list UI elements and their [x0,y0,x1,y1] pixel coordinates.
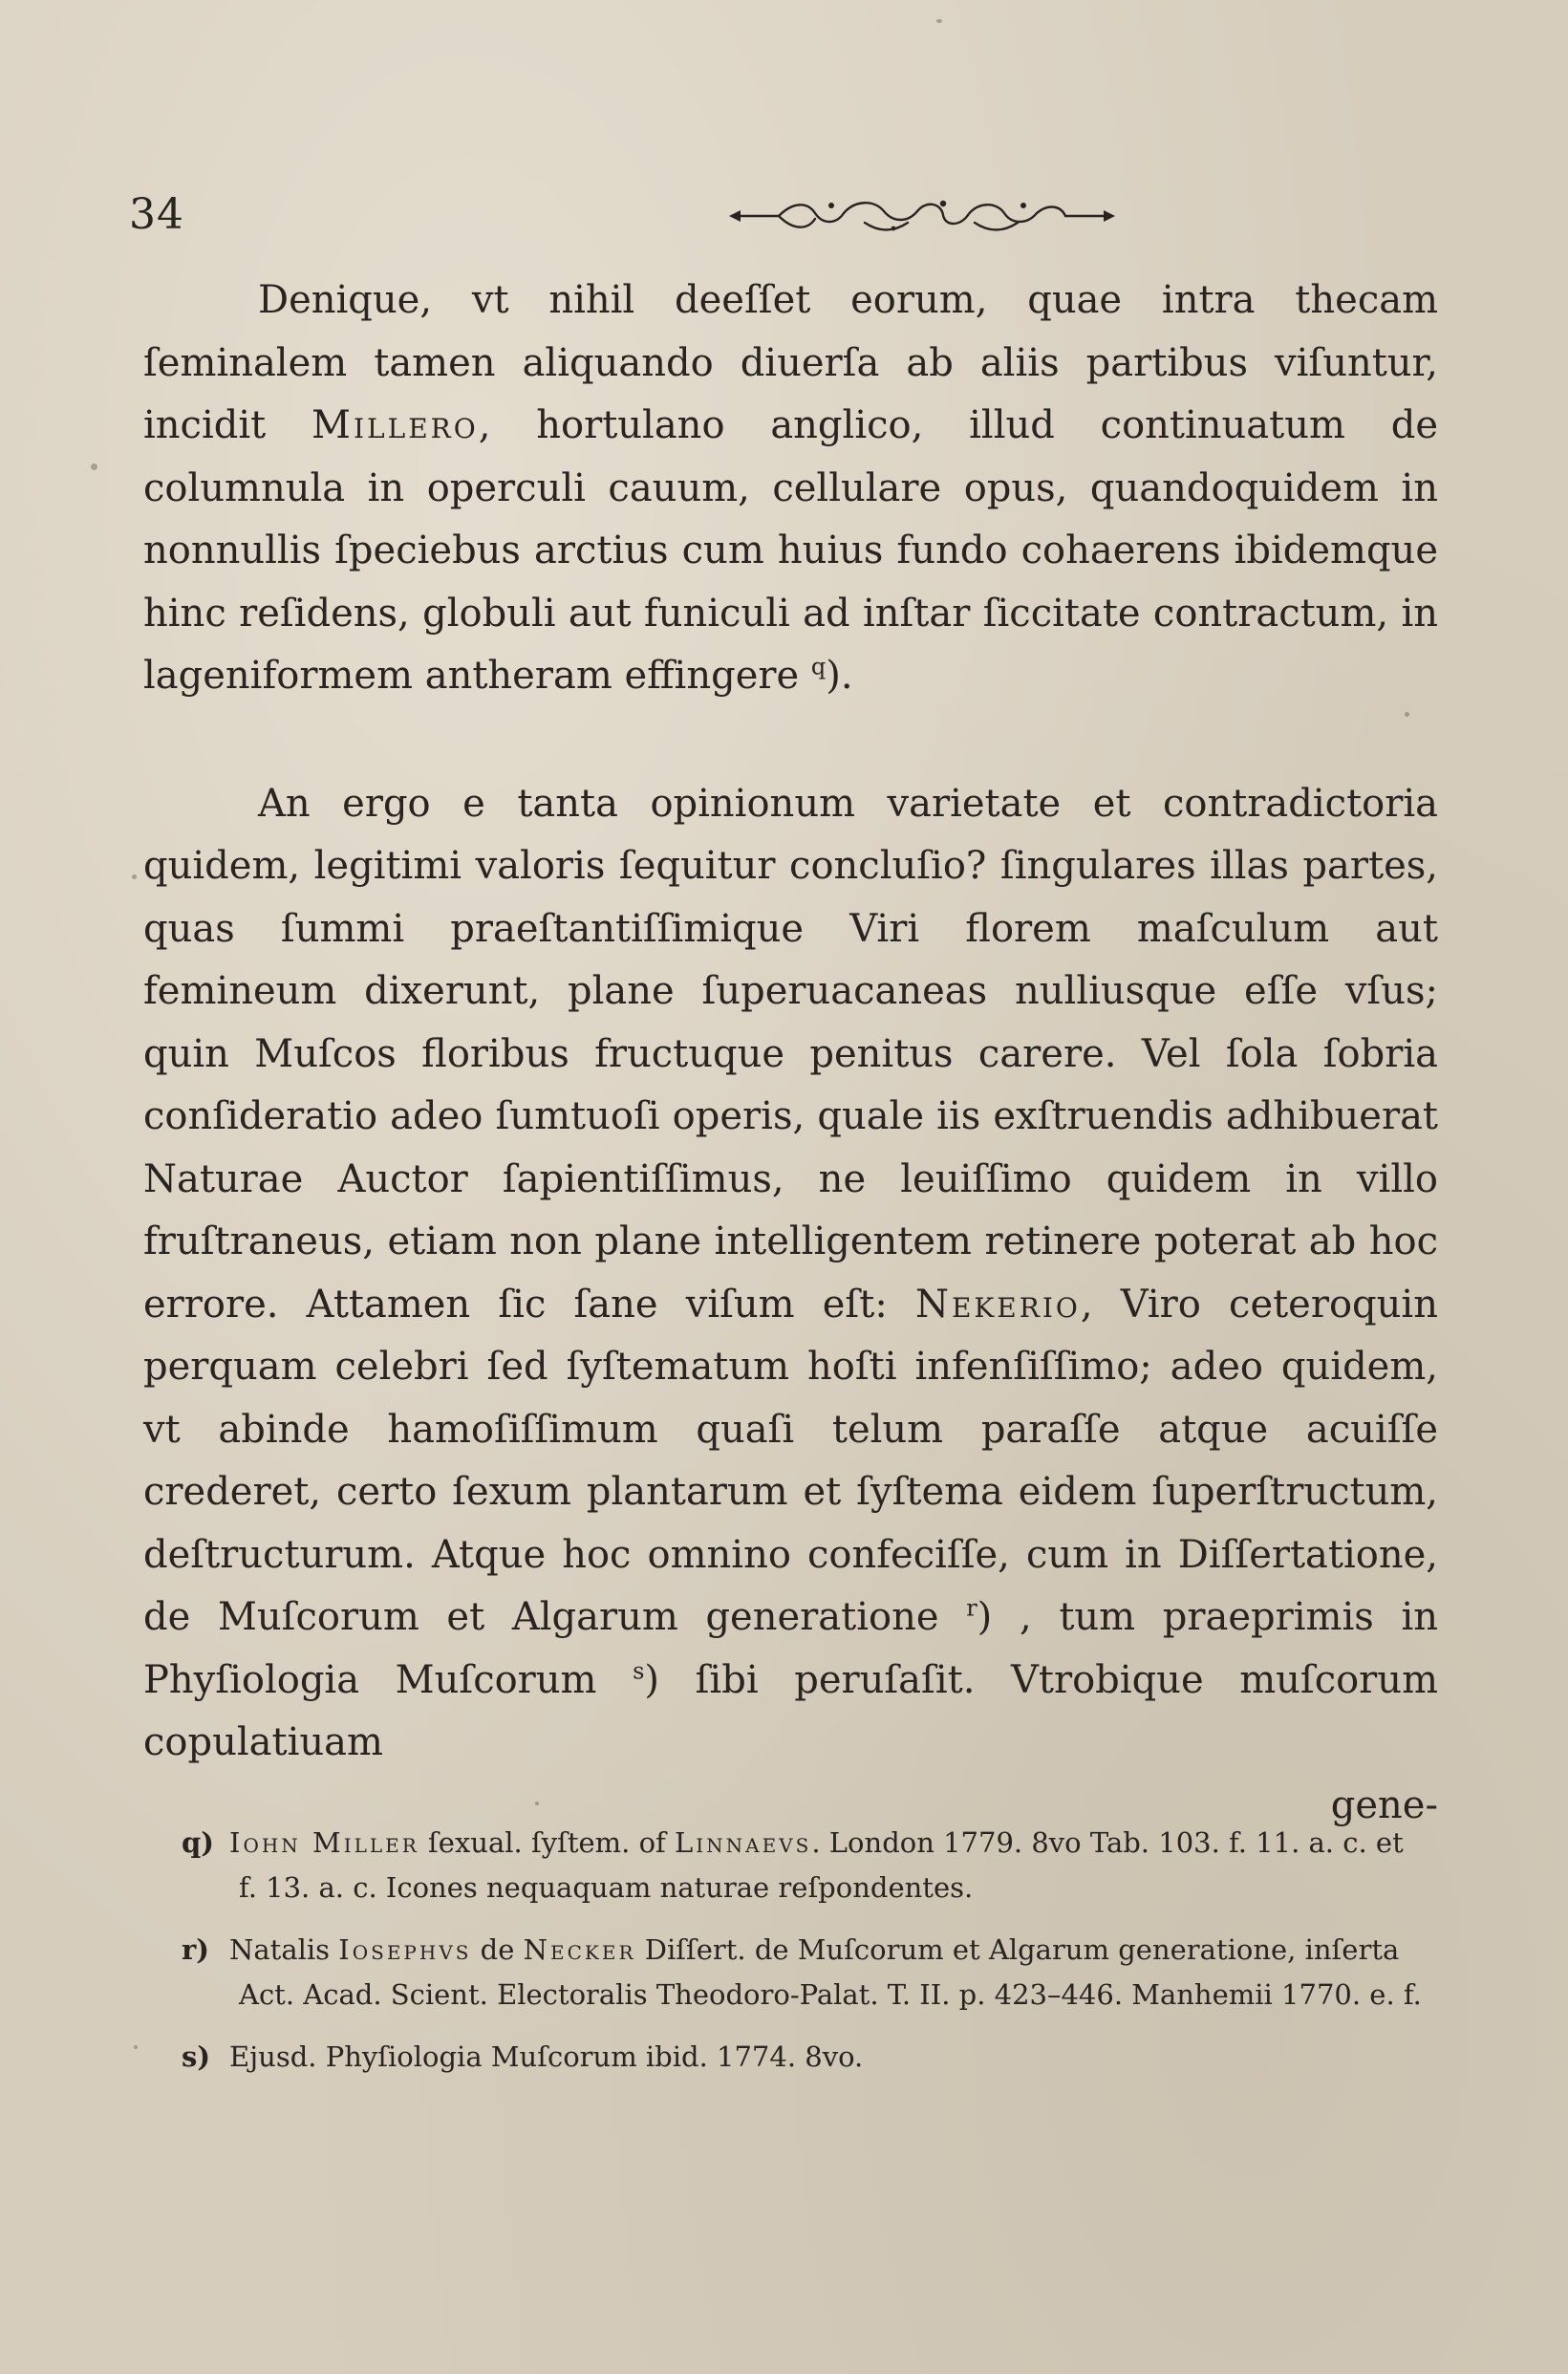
paper-speck [535,1802,539,1805]
footnote-author: Iohn Miller [229,1826,419,1859]
footnote-ref-q: q [810,653,827,680]
footnote-mark: s) [182,2040,211,2073]
paragraph-2-text: An ergo e tanta opinionum varietate et contradictoria quidem, legitimi valoris ſequitur concluſio? ſingulares illas partes, quas ſummi praeſtantiſſimique Viri florem maſculum aut femineum dixerunt, plane ſuperuacaneas nulliusque eſſe vſus; quin Muſcos floribus fructuque penitus carere. Vel ſola ſobria conſideratio adeo ſumtuoſi operis, quale iis exſtruendis adhibuerat Naturae Auctor ſapientiſſimus, ne leuiſſimo quidem in villo fruſtraneus, etiam non plane intelligentem retinere poterat ab hoc errore. Attamen ſic ſane viſum eſt: [143,781,1438,1327]
main-text [143,270,1438,1837]
paper-speck [134,2045,138,2049]
printers-ornament-icon [721,194,1123,238]
paragraph-2-text-4: ) ſibi peruſaſit. Vtrobique muſcorum copulatiuam [143,1657,1438,1764]
footnote-text: Ejusd. Phyſiologia Muſcorum ibid. 1774. 8vo. [229,2040,864,2073]
footnote-author: Necker [523,1933,636,1966]
paragraph-2 [143,773,1438,1775]
paragraph-1-text-3: ). [826,654,853,698]
footnote-text: Natalis [229,1933,339,1966]
footnote-mark: r) [182,1933,209,1966]
footnote-mark: q) [182,1826,214,1859]
page-header [129,186,1438,244]
author-name-millero: Millero [311,403,479,447]
footnote-ref-r: r [966,1594,977,1622]
catchword: gene- [1330,1782,1438,1827]
paragraph-2-text-2: , Viro ceteroquin perquam celebri ſed ſyſtematum hoſti infenſiſſimo; adeo quidem, vt abinde hamoſiſſimum quaſi telum paraſſe atque acuiſſe crederet, certo ſexum plantarum et ſyſtema eidem ſuperſtructum, deſtructurum. Atque hoc omnino confeciſſe, cum in Diſſertatione, de Muſcorum et Algarum generatione [143,1282,1438,1639]
author-name-nekerio: Nekerio [914,1282,1081,1327]
paragraph-1-text-2: , hortulano anglico, illud continuatum de columnula in operculi cauum, cellulare opus, quandoquidem in nonnullis ſpeciebus arctius cum huius fundo cohaerens ibidemque hinc reſidens, globuli aut funiculi ad inſtar ſiccitate contractum, in lageniformem antheram effingere [143,403,1438,698]
paragraph-2-text-3: ) , tum praeprimis in Phyſiologia Muſcorum [143,1595,1438,1702]
footnote-q [182,1821,1428,1910]
footnote-author: Iosephvs [338,1933,472,1966]
page-number: 34 [129,190,184,239]
footnote-text: ſexual. ſyſtem. of [419,1826,675,1859]
footnote-text: Diſſert. de Muſcorum et Algarum generatione, inſerta Act. Acad. Scient. Electoralis Theodoro-Palat. T. II. p. 423–446. Manhemii 1770. e. f. [239,1933,1422,2011]
footnote-ref-s: s [633,1657,645,1685]
footnote-author: Linnaevs [675,1826,812,1859]
footnote-text: . London 1779. 8vo Tab. 103. f. 11. a. c. et f. 13. a. c. Icones nequaquam naturae reſpondentes. [239,1826,1404,1904]
paper-speck [1405,712,1409,717]
footnote-r [182,1928,1428,2018]
paper-speck [936,19,942,23]
footnote-s [182,2035,1428,2080]
footnote-text: de [471,1933,524,1966]
footnotes [182,1821,1428,2097]
paper-speck [91,464,97,470]
paragraph-1 [143,270,1438,708]
paper-speck [132,874,137,879]
paragraph-1-text: Denique, vt nihil deeſſet eorum, quae intra thecam ſeminalem tamen aliquando diuerſa ab aliis partibus viſuntur, incidit [143,278,1438,447]
